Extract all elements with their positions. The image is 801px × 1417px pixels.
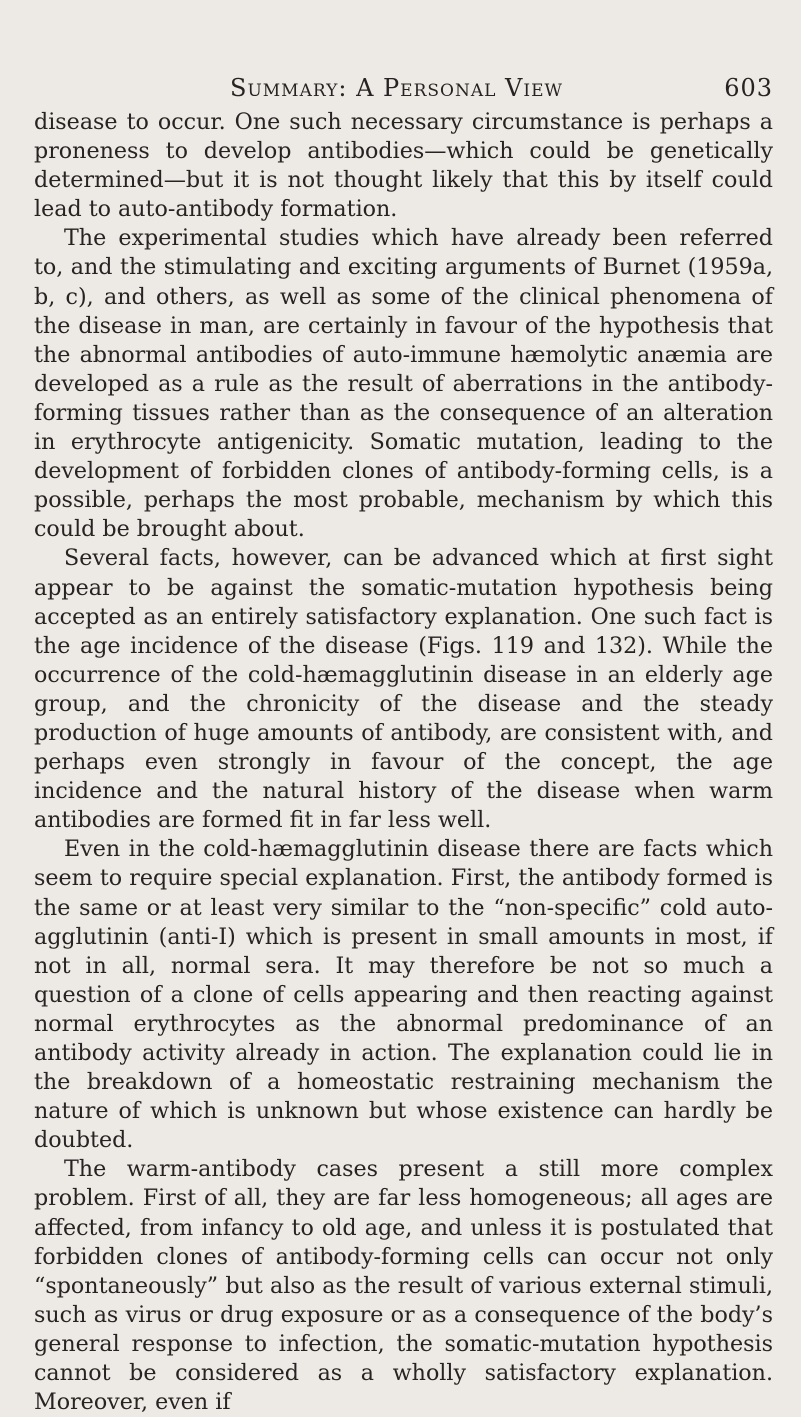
- body-text: [34, 108, 773, 1417]
- paragraph-cold-haemagglutinin: Even in the cold-hæmagglutinin disease there are facts which seem to require special explanation. First, the antibody formed is the same or at least very similar to the “non-specific” cold auto-agglutinin (anti-I) which is present in small amounts in most, if not in all, normal sera. It may therefore be not so much a question of a clone of cells appearing and then reacting against normal erythrocytes as the abnormal predominance of an antibody activity already in action. The explanation could lie in the breakdown of a homeostatic restraining mechanism the nature of which is unknown but whose existence can hardly be doubted.: [34, 836, 773, 1154]
- running-head: [34, 68, 773, 108]
- page-number: 603: [724, 74, 773, 102]
- paragraph-age-incidence: Several facts, however, can be advanced which at first sight appear to be against the somatic-mutation hypothesis being accepted as an entirely satisfactory explanation. One such fact is the age incidence of the disease (Figs. 119 and 132). While the occurrence of the cold-hæmagglutinin disease in an elderly age group, and the chronicity of the disease and the steady production of huge amounts of antibody, are consistent with, and perhaps even strongly in favour of the concept, the age incidence and the natural history of the disease when warm antibodies are formed fit in far less well.: [34, 545, 773, 834]
- paragraph-warm-antibody: The warm-antibody cases present a still more complex problem. First of all, they are far less homogeneous; all ages are affected, from infancy to old age, and unless it is postulated that forbidden clones of antibody-forming cells can occur not only “spontaneously” but also as the result of various external stimuli, such as virus or drug exposure or as a consequence of the body’s general response to infection, the somatic-mutation hypothesis cannot be considered as a wholly satisfactory explanation. Moreover, even if: [34, 1156, 773, 1416]
- paragraph-continued: disease to occur. One such necessary circumstance is perhaps a proneness to develop antibodies—which could be genetically determined—but it is not thought likely that this by itself could lead to auto-antibody formation.: [34, 109, 773, 223]
- running-title: Summary: A Personal View: [230, 74, 563, 102]
- paragraph-hypothesis: The experimental studies which have already been referred to, and the stimulating and exciting arguments of Burnet (1959a, b, c), and others, as well as some of the clinical phenomena of the disease in man, are certainly in favour of the hypothesis that the abnormal antibodies of auto-immune hæmolytic anæmia are developed as a rule as the result of aberrations in the antibody-forming tissues rather than as the consequence of an alteration in erythrocyte antigenicity. Somatic mutation, leading to the development of forbidden clones of antibody-forming cells, is a possible, perhaps the most probable, mechanism by which this could be brought about.: [34, 225, 773, 543]
